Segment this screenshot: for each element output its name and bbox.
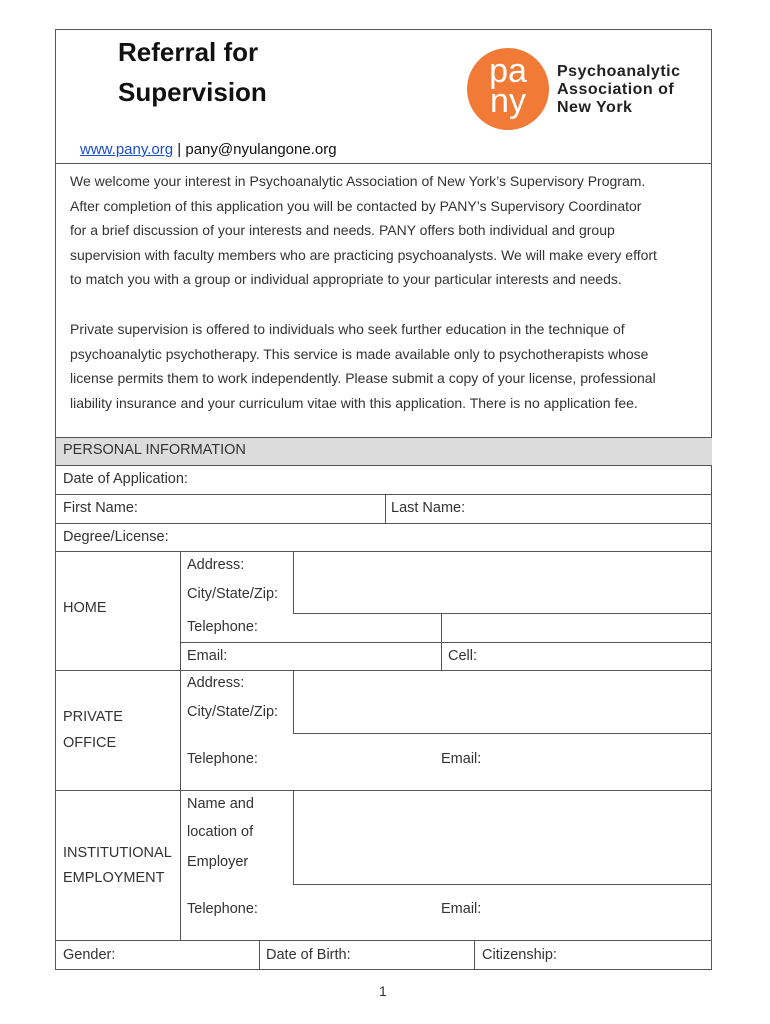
home-label: HOME xyxy=(63,600,107,616)
website-link[interactable]: www.pany.org xyxy=(80,141,174,158)
page-number: 1 xyxy=(379,983,387,999)
col-line xyxy=(385,494,386,523)
degree-license-label: Degree/License: xyxy=(63,529,169,545)
row-line xyxy=(56,790,712,791)
intro-p2-line: license permits them to work independently. Please submit a copy of your license, professional xyxy=(70,370,656,386)
office-address-label: Address: xyxy=(187,675,245,691)
col-line xyxy=(293,551,294,613)
section-title: PERSONAL INFORMATION xyxy=(63,442,246,458)
citizenship-field[interactable] xyxy=(565,943,705,969)
institutional-label-1: INSTITUTIONAL xyxy=(63,845,172,861)
intro-p1-line: After completion of this application you will be contacted by PANY’s Supervisory Coordinator xyxy=(70,197,642,214)
degree-license-field[interactable] xyxy=(180,525,705,550)
intro-paragraph-1 xyxy=(70,169,700,292)
institutional-label-2: EMPLOYMENT xyxy=(63,870,165,886)
intro-p2-line: liability insurance and your curriculum vitae with this application. There is no application fee. xyxy=(70,394,638,411)
title-line-1: Referral for xyxy=(118,37,259,67)
row-line xyxy=(56,523,712,524)
logo-text-top: pa xyxy=(489,52,527,90)
row-line xyxy=(293,613,712,614)
employer-field[interactable] xyxy=(296,793,706,882)
row-line xyxy=(56,465,712,466)
office-email-label: Email: xyxy=(441,751,482,767)
gender-field[interactable] xyxy=(120,943,255,969)
org-name xyxy=(557,63,681,117)
employer-email-field[interactable] xyxy=(490,890,705,936)
home-email-field[interactable] xyxy=(235,644,435,669)
intro-paragraph-2 xyxy=(70,317,700,415)
org-line-1: Psychoanalytic xyxy=(557,63,681,80)
employer-email-label: Email: xyxy=(441,901,482,917)
row-line xyxy=(56,940,712,941)
contact-separator: | xyxy=(177,141,182,158)
employer-label-1: Name and xyxy=(187,796,254,812)
office-email-field[interactable] xyxy=(490,740,705,785)
col-line xyxy=(293,670,294,733)
private-office-label-2: OFFICE xyxy=(63,735,117,751)
office-city-state-zip-label: City/State/Zip: xyxy=(187,704,279,720)
last-name-label: Last Name: xyxy=(391,500,466,516)
private-office-label-1: PRIVATE xyxy=(63,709,123,725)
home-email-label: Email: xyxy=(187,648,228,664)
row-line xyxy=(56,670,712,671)
employer-telephone-label: Telephone: xyxy=(187,901,258,917)
last-name-field[interactable] xyxy=(475,496,705,522)
first-name-label: First Name: xyxy=(63,500,138,516)
intro-p2-line: Private supervision is offered to individuals who seek further education in the technique of xyxy=(70,321,625,337)
contact-email: pany@nyulangone.org xyxy=(185,141,337,158)
intro-p2-line: psychoanalytic psychotherapy. This service is made available only to psychotherapists whose xyxy=(70,345,649,362)
pany-logo-icon xyxy=(467,48,549,130)
home-city-state-zip-label: City/State/Zip: xyxy=(187,586,279,602)
section-header xyxy=(56,438,712,465)
row-line xyxy=(293,884,712,885)
org-line-3: New York xyxy=(557,99,633,116)
home-telephone-field[interactable] xyxy=(270,615,435,641)
employer-telephone-field[interactable] xyxy=(270,890,435,936)
date-of-birth-field[interactable] xyxy=(360,943,470,969)
contact-line xyxy=(80,141,337,158)
col-line xyxy=(180,551,181,940)
col-line xyxy=(259,940,260,970)
org-line-2: Association of xyxy=(557,81,675,98)
page-title xyxy=(118,32,267,112)
employer-label-3: Employer xyxy=(187,854,249,870)
intro-p1-line: for a brief discussion of your interests and needs. PANY offers both individual and group xyxy=(70,222,615,238)
home-address-label: Address: xyxy=(187,557,245,573)
gender-label: Gender: xyxy=(63,947,116,963)
office-telephone-label: Telephone: xyxy=(187,751,258,767)
col-line xyxy=(293,790,294,884)
col-line xyxy=(441,613,442,670)
office-address-field[interactable] xyxy=(296,672,706,731)
logo-text-bottom: ny xyxy=(490,82,526,120)
home-cell-field[interactable] xyxy=(480,644,705,669)
home-telephone-label: Telephone: xyxy=(187,619,258,635)
office-telephone-field[interactable] xyxy=(270,740,435,785)
first-name-field[interactable] xyxy=(150,496,380,522)
home-address-field[interactable] xyxy=(296,553,706,611)
home-cell-label: Cell: xyxy=(448,648,478,664)
employer-label-2: location of xyxy=(187,824,254,840)
row-line xyxy=(56,551,712,552)
col-line xyxy=(474,940,475,970)
intro-p1-line: supervision with faculty members who are practicing psychoanalysts. We will make every effort xyxy=(70,246,657,263)
date-of-application-field[interactable] xyxy=(240,467,700,493)
intro-p1-line: to match you with a group or individual appropriate to your particular interests and needs. xyxy=(70,271,622,287)
date-of-birth-label: Date of Birth: xyxy=(266,947,351,963)
intro-p1-line: We welcome your interest in Psychoanalytic Association of New York’s Supervisory Program. xyxy=(70,173,646,189)
row-line xyxy=(181,642,712,643)
row-line xyxy=(56,494,712,495)
title-line-2: Supervision xyxy=(118,77,267,107)
row-line xyxy=(293,733,712,734)
header-divider xyxy=(56,163,712,164)
date-of-application-label: Date of Application: xyxy=(63,471,188,487)
citizenship-label: Citizenship: xyxy=(482,947,557,963)
